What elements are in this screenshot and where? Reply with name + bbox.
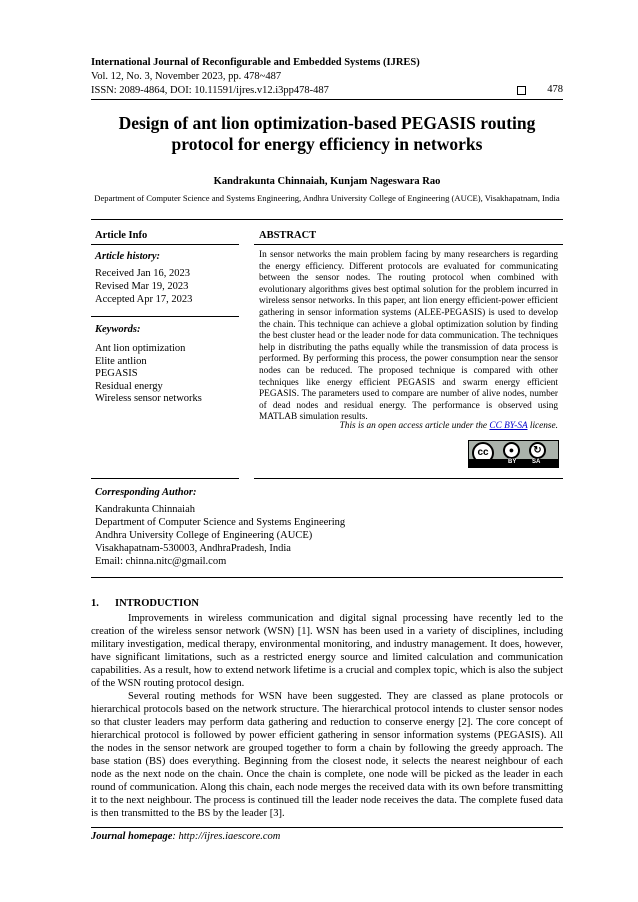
info-bottom-rule xyxy=(91,478,239,479)
intro-paragraph: Improvements in wireless communication and digital signal processing have recently led to the creation of the wireless sensor network (WSN) [1]. WSN has been used in a variety of disciplines, including military investigation, medical therapy, environmental monitoring, and industry management. It does, however, have significant limitations, such as a restricted energy source and limited calculation and communication capabilities. As a result, how to extend network lifetime is a crucial and complex topic, which is also the subject of the WSN routing protocol design. xyxy=(91,613,563,689)
corresponding-line: Andhra University College of Engineering (AUCE) xyxy=(95,530,313,541)
keyword-item: Ant lion optimization xyxy=(95,343,186,354)
open-access-note xyxy=(259,421,558,431)
homepage-label: Journal homepage xyxy=(91,831,173,842)
keyword-item: PEGASIS xyxy=(95,368,138,379)
history-label: Article history: xyxy=(95,251,161,262)
authors: Kandrakunta Chinnaiah, Kunjam Nageswara Rao xyxy=(213,176,441,187)
journal-name: International Journal of Reconfigurable and Embedded Systems (IJRES) xyxy=(91,57,420,68)
box-top-rule xyxy=(91,219,563,220)
cc-by-sa-link[interactable]: CC BY-SA xyxy=(489,421,528,431)
cc-badge-band xyxy=(469,459,558,467)
article-info-rule xyxy=(91,244,239,245)
abstract-bottom-rule xyxy=(254,478,563,479)
affiliation: Department of Computer Science and Systems Engineering, Andhra University College of Engineering (AUCE), Visakhapatnam, India xyxy=(94,193,560,203)
page-number: 478 xyxy=(547,84,563,95)
history-accepted: Accepted Apr 17, 2023 xyxy=(95,294,193,305)
issn-doi: ISSN: 2089-4864, DOI: 10.11591/ijres.v12.i3pp478-487 xyxy=(91,85,329,96)
history-received: Received Jan 16, 2023 xyxy=(95,268,191,279)
corresponding-line: Department of Computer Science and Systems Engineering xyxy=(95,517,346,528)
volume-info: Vol. 12, No. 3, November 2023, pp. 478~487 xyxy=(91,71,282,82)
keyword-item: Elite antlion xyxy=(95,355,147,367)
intro-paragraph: Several routing methods for WSN have been suggested. They are classed as plane protocols or hierarchical protocols based on the network structure. The hierarchical protocol intends to cluster sensor nodes so that cluster leaders may perform data gathering and reduction to conserve energy [2]. The core concept of hierarchical protocol is followed by power efficient gathering in sensor information systems (PEGASIS). All the nodes in the sensor network are grouped together to form a chain by following the greedy approach. The base station (BS) does everything. Beginning from the closest node, it selects the nearest neighbour of each node as the next node on the chain. Once the chain is complete, one node will be picked as the leader in each round of communication. Along this chain, each node merges the received data with its own before transmitting it to the next neighbour. The process is continued till the leader node receives the data. The complete fused data is then transmitted to the BS by the leader [3]. xyxy=(91,691,563,819)
oa-prefix: This is an open access article under the xyxy=(339,421,490,431)
homepage-url[interactable]: http://ijres.iaescore.com xyxy=(178,831,281,842)
abstract-heading: ABSTRACT xyxy=(259,230,317,241)
cc-text: cc xyxy=(477,447,489,458)
keyword-item: Wireless sensor networks xyxy=(95,393,202,404)
history-revised: Revised Mar 19, 2023 xyxy=(95,281,189,292)
corresponding-line: Visakhapatnam-530003, AndhraPradesh, India xyxy=(95,543,291,554)
person-icon: ● xyxy=(503,442,520,459)
corresponding-email: Email: chinna.nitc@gmail.com xyxy=(95,556,227,567)
journal-homepage: Journal homepage: http://ijres.iaescore.com xyxy=(91,831,281,842)
footer-rule xyxy=(91,827,563,828)
oa-suffix: license. xyxy=(527,421,558,431)
section-title: INTRODUCTION xyxy=(115,598,200,609)
article-info-heading: Article Info xyxy=(95,230,148,241)
corresponding-label: Corresponding Author: xyxy=(95,487,197,498)
corresponding-line: Kandrakunta Chinnaiah xyxy=(95,504,196,515)
title-line-1: Design of ant lion optimization-based PEGASIS routing xyxy=(118,113,536,133)
header-rule xyxy=(91,99,563,100)
by-text: BY xyxy=(508,459,517,465)
section-number: 1. xyxy=(91,598,99,609)
keywords-rule xyxy=(91,316,239,317)
share-alike-icon: ↻ xyxy=(529,442,546,459)
paper-title xyxy=(91,113,563,155)
abstract-rule xyxy=(254,244,563,245)
square-icon xyxy=(517,86,526,95)
keyword-item: Residual energy xyxy=(95,380,163,392)
box-bottom-rule xyxy=(91,577,563,578)
title-line-2: protocol for energy efficiency in networks xyxy=(171,134,483,154)
sa-text: SA xyxy=(532,459,541,465)
section-heading xyxy=(91,598,199,609)
abstract-text: In sensor networks the main problem facing by many researchers is regarding the energy efficiency. Different protocols are evaluated for communicating between the sensor nodes. The routing protocol when combined with evolutionary algorithms gives best optimal solution for the problem incurred in wireless sensor networks. In this paper, ant lion energy efficient-power efficient gathering in sensor information systems (ALEE-PEGASIS) is used to develop the chain. This technique can achieve a global optimization solution by finding the best cluster head or the leader node for data communication. The techniques help in distributing the paths equally while the transmission of data process is performed. By performing this process, the power consumption near the sensor nodes can be reduced. The proposed technique is compared with other techniques like energy efficient PEGASIS and swarm energy efficient PEGASIS. The parameters used to compare are number of alive nodes, number of dead nodes and residual energy. The performance is observed using MATLAB simulation results. xyxy=(259,250,558,423)
keywords-label: Keywords: xyxy=(95,324,141,335)
cc-by-sa-badge[interactable] xyxy=(468,440,559,468)
